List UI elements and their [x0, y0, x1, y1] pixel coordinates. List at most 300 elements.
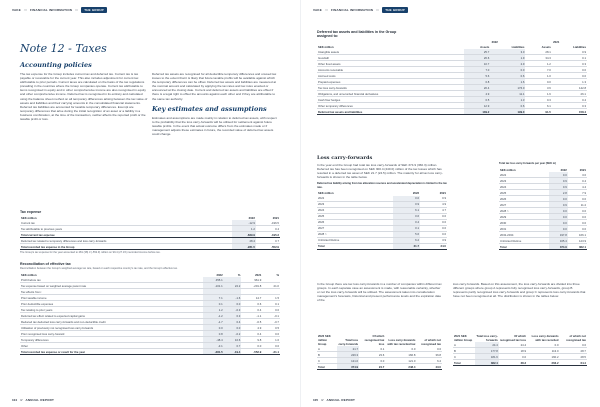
cell-value: 0.0	[525, 79, 551, 85]
cell-value: 0.0	[552, 73, 587, 79]
cell-value: 34.3	[525, 55, 551, 61]
row-label: Tax effects from:	[20, 289, 203, 295]
cell-value: 1.3	[490, 97, 525, 103]
table-title-cont: assigned to:	[317, 34, 339, 38]
cell-value: 0.0	[224, 301, 242, 307]
header-tag: THE GROUP	[382, 7, 408, 13]
cell-value: 0.9	[393, 201, 420, 207]
cell-value: 0.4	[393, 219, 420, 225]
col-header: SEK million	[500, 167, 516, 172]
col-header: Total loss carry-forwards	[476, 333, 498, 342]
row-label: Deferred tax assets and liabilities	[317, 109, 464, 115]
cell-value: 1.6	[525, 91, 551, 97]
cell-value: 0.4	[241, 331, 262, 337]
cell-value: 0.6	[241, 301, 262, 307]
total-row	[317, 109, 587, 115]
row-label: 2024	[317, 207, 393, 213]
col-header: 2022	[560, 167, 567, 172]
cell-value: 28.5	[560, 354, 587, 360]
cell-value: 7.0	[464, 67, 490, 73]
cell-value: -281.5	[232, 244, 256, 250]
section-heading: Key estimates and assumptions	[152, 104, 267, 113]
loss-cf-paragraph: In the year end the Group had total tax loss carry-forwards of SEK 374.9 (360.3) million. Deferred tax has been recognised on SEK 300.4 (240.0) million of the tax losses which has resulted in a deferred tax asset of SEK 21.7 (24.5) million. The maturity for all tax loss carry-forwards is shown in the table below.	[317, 163, 443, 180]
row-label: 2028 >	[499, 208, 549, 214]
row-label: Utilisation of previously not recognised loss carry-forwards	[20, 325, 203, 331]
cell-value: 0.9	[549, 178, 568, 184]
cell-value: 0.0	[393, 196, 420, 202]
row-label: 2028 >	[317, 231, 393, 237]
row-label: Temporary differences	[20, 337, 203, 343]
total-row	[20, 349, 280, 355]
cell-value: 455.1	[203, 277, 224, 283]
row-label: C	[453, 354, 475, 360]
cell-value: 121.0	[385, 358, 416, 364]
col-header: Liabilities	[511, 44, 525, 49]
cell-value: 5.6	[464, 73, 490, 79]
cell-value: 0.0	[552, 67, 587, 73]
cell-value: 0.3	[224, 313, 242, 319]
cell-value: -1.2	[203, 313, 224, 319]
cell-value: 121.0	[337, 358, 359, 364]
cell-value: 0.5	[464, 97, 490, 103]
cell-value: -281.5	[203, 349, 224, 355]
cell-value: 0.9	[420, 196, 447, 202]
cell-value: 0.5	[262, 325, 280, 331]
col-header: 2022	[412, 191, 420, 196]
cell-value: 263.2	[527, 360, 559, 366]
cell-value: 28.7	[560, 348, 587, 354]
group-table	[317, 333, 442, 370]
col-header: Assets	[480, 44, 490, 49]
header-separator: ///	[376, 8, 380, 12]
bottom-text-col1	[317, 282, 442, 302]
cell-value: 0.0	[549, 196, 568, 202]
cell-value: 0.0	[385, 346, 416, 352]
row-label: A	[453, 342, 475, 348]
row-label: Unlimited lifetime	[499, 238, 549, 244]
row-label: A	[317, 346, 337, 352]
row-label: Total	[499, 244, 549, 250]
footer-text: ANNUAL REPORT	[25, 398, 55, 402]
cell-value: 0.0	[549, 208, 568, 214]
row-label: 2027	[317, 225, 393, 231]
page-footer	[313, 398, 355, 402]
cell-value: 1.2	[525, 61, 551, 67]
cell-value: 0.0	[420, 213, 447, 219]
col-header: %	[276, 272, 279, 277]
row-label: 2026	[499, 196, 549, 202]
cell-value: 4.7	[420, 207, 447, 213]
cell-value: 7.1	[203, 295, 224, 301]
row-label: Total recorded tax expense or result for the year	[20, 349, 203, 355]
row-label: 2032-2034	[499, 232, 549, 238]
col-header: SEK million	[318, 44, 334, 49]
row-label: 2023	[317, 201, 393, 207]
row-label: 2029	[499, 214, 549, 220]
cell-value: -196.5	[256, 220, 280, 226]
footer-text: ANNUAL REPORT	[326, 398, 356, 402]
col-header: SEK million	[318, 191, 334, 196]
cell-value: 0.4	[241, 307, 262, 313]
row-label: Accounts receivable	[317, 67, 464, 73]
cell-value: 1.0	[262, 337, 280, 343]
col-header: 2022	[248, 215, 255, 220]
cell-value: 0.8	[203, 331, 224, 337]
cell-value: 10.6	[224, 337, 242, 343]
col-header: Assets	[541, 44, 551, 49]
cell-value: 181.6	[475, 354, 499, 360]
cell-value: 23.6	[359, 352, 385, 358]
cell-value: 1.3	[552, 79, 587, 85]
footer-separator: ///	[321, 398, 324, 402]
cell-value: 0.0	[359, 358, 385, 364]
cell-value: -195.3	[256, 232, 280, 238]
loss-cf-total-section	[499, 162, 587, 250]
header-section: VAKE	[12, 8, 21, 12]
cell-value: 374.9	[549, 244, 568, 250]
footer-separator: ///	[20, 398, 23, 402]
cell-value: 123.9	[568, 238, 587, 244]
col-header: 2021	[579, 167, 586, 172]
tax-expense-section	[20, 210, 280, 254]
cell-value: 26.1	[552, 91, 587, 97]
group-header: 2022	[491, 39, 498, 44]
cell-value: 0.4	[552, 97, 587, 103]
row-label: Obligations, and unrecorded financial derivatives	[317, 91, 464, 97]
header-title: FINANCIAL INFORMATION	[331, 8, 374, 12]
col-header: Of which recognised tax loss	[364, 333, 385, 346]
cell-value: 3.9	[420, 237, 447, 243]
col-header: Loss carry-forwards with tax recorded	[531, 333, 559, 342]
cell-value: 7.0	[525, 67, 551, 73]
cell-value: 24.0	[420, 243, 447, 249]
row-label: Other temporary differences	[317, 103, 464, 109]
loss-cf-total-table	[499, 167, 587, 250]
cell-value: -552.9	[256, 244, 280, 250]
cell-value: 113.0	[527, 348, 559, 354]
cell-value: 0.1	[393, 225, 420, 231]
cell-value: 25.7	[464, 49, 490, 55]
cell-value: 0.0	[416, 346, 442, 352]
cell-value: 7.9	[568, 190, 587, 196]
cell-value: 0.0	[549, 220, 568, 226]
cell-value: -669.9	[232, 232, 256, 238]
note-title: Note 12 - Taxes	[20, 42, 107, 55]
page-footer	[12, 398, 54, 402]
cell-value: 4.9	[420, 201, 447, 207]
cell-value: -1.1	[241, 313, 262, 319]
cell-value: 1.0	[525, 73, 551, 79]
col-header: 2022	[216, 272, 223, 277]
col-header: 2021	[255, 272, 262, 277]
cell-value: 160.2	[527, 354, 559, 360]
cell-value: 1.5	[262, 295, 280, 301]
cell-value: 18.9	[499, 348, 527, 354]
accounting-policies-col2	[152, 72, 280, 136]
cell-value: 4.9	[464, 91, 490, 97]
cell-value: 22.2	[224, 283, 242, 289]
cell-value: 0.7	[256, 238, 280, 244]
cell-value: 6.2	[416, 358, 442, 364]
row-label: B	[453, 348, 475, 354]
cell-value: 0.0	[568, 220, 587, 226]
tax-expense-table	[20, 215, 280, 250]
row-label: Total current tax expense	[20, 232, 232, 238]
cell-value: 0.1	[359, 346, 385, 352]
row-label: Total recorded tax expense in the Group	[20, 244, 232, 250]
page-header	[12, 6, 288, 14]
cell-value: -0.1	[262, 313, 280, 319]
section-heading: Loss carry-forwards	[317, 155, 373, 161]
loss-cf-section	[317, 155, 447, 250]
cell-value: 0.9	[549, 202, 568, 208]
cell-value: 0.0	[262, 343, 280, 349]
cell-value: 197.8	[549, 232, 568, 238]
cell-value: 139.2	[464, 109, 490, 115]
table-title: Tax expense	[20, 210, 42, 214]
cell-value: 4.4	[568, 184, 587, 190]
reconciliation-table	[20, 272, 280, 355]
col-header: SEK million	[21, 272, 37, 277]
cell-value: 0.6	[490, 73, 525, 79]
total-row	[317, 243, 447, 249]
cell-value: 1.2	[203, 307, 224, 313]
table-subtitle: Reconciliation between the Group's weighted average tax rate, based on each respective country's tax rate, and the Group's effective tax.	[20, 267, 178, 270]
cell-value: 21.0	[262, 283, 280, 289]
bottom-text-col2	[453, 282, 587, 298]
cell-value: 142.8	[552, 85, 587, 91]
header-tag: THE GROUP	[81, 7, 107, 13]
cell-value: 176.0	[490, 85, 525, 91]
col-header: of which not recognised tax	[421, 337, 441, 346]
total-row	[499, 244, 587, 250]
cell-value: 12.9	[464, 103, 490, 109]
row-label: Unlimited lifetime	[317, 237, 393, 243]
cell-value: 0.0	[420, 219, 447, 225]
cell-value: 0.0	[568, 196, 587, 202]
cell-value: -12.9	[232, 220, 256, 226]
cell-value: 961.9	[241, 277, 262, 283]
cell-value: 177.8	[475, 348, 499, 354]
cell-value: 28.4	[232, 238, 256, 244]
row-label: Accrued costs	[317, 73, 464, 79]
policy-paragraph: The tax expense for the Group includes current tax and deferred tax. Current tax is tax payable or receivable for the current year. This also includes adjustment for current tax attributable to prior periods. Current taxes are calculated on the basis of the tax regulations prevailing in the countries where the Group companies operate. Current tax attributable to items recognised in equity and in other comprehensive income are also recognised in equity and other comprehensive income. Deferred tax is recognised in its entirety and calculated using the balance sheet method on all temporary differences arising between the tax value of assets and liabilities and their carrying amounts in the consolidated financial statements. Deferred tax liabilities are accounted for taxable temporary differences. Exempt are temporary differences that arise during the initial recognition of an asset or a liability in a business combination, at the time of the transaction, neither affects the reported profit or the taxable profit or loss.	[20, 72, 148, 122]
cell-value: 11.1	[490, 91, 525, 97]
total-row	[317, 364, 442, 370]
row-label: 2031	[499, 226, 549, 232]
cell-value: 0.6	[490, 103, 525, 109]
row-label: Cash flow hedges	[317, 97, 464, 103]
col-header: 2021	[272, 215, 279, 220]
cell-value: 1.2	[232, 226, 256, 232]
cell-value: 6.2	[393, 237, 420, 243]
header-title: FINANCIAL INFORMATION	[30, 8, 73, 12]
row-label: Total	[317, 364, 337, 370]
col-header: 2021 SEK million Group	[454, 333, 473, 342]
row-label: Prior taxable income	[20, 295, 203, 301]
bottom-paragraph: In the Group there are tax loss carry-forwards in a number of companies within different tax groups. In each separate case an assessment is made, with reasonable certainty, whether or not the loss carry-forwards will be utilised. The assessment takes into consideration management's forecasts, historical and present performance levels and the expiration date of the	[317, 282, 442, 303]
cell-value: 24.4	[475, 342, 499, 348]
cell-value: 6.1	[393, 207, 420, 213]
col-header: Loss carry-forwards with tax recorded tax	[387, 337, 416, 346]
cell-value: 1.6	[490, 79, 525, 85]
deferred-tax-table	[317, 39, 587, 115]
cell-value: -1.7	[203, 319, 224, 325]
row-label: C	[317, 358, 337, 364]
cell-value: 5.6	[393, 231, 420, 237]
table-title: Reconciliation of effective tax	[20, 262, 71, 266]
cell-value: 1.9	[490, 55, 525, 61]
cell-value: 199.0	[490, 109, 525, 115]
cell-value: -0.7	[262, 319, 280, 325]
cell-value: 0.1	[552, 55, 587, 61]
header-separator: ///	[75, 8, 79, 12]
col-header: 2021	[439, 191, 446, 196]
row-label: 2026	[317, 219, 393, 225]
cell-value: 6.1	[525, 103, 551, 109]
row-label: 2022	[317, 196, 393, 202]
cell-value: 36.8	[416, 352, 442, 358]
cell-value: 166.8	[385, 352, 416, 358]
cell-value: 0.4	[224, 319, 242, 325]
col-header: SEK million	[21, 215, 37, 220]
cell-value: 91.5	[525, 109, 551, 115]
row-label: Profit before tax	[20, 277, 203, 283]
cell-value: 20.4	[464, 85, 490, 91]
cell-value: 0.0	[420, 231, 447, 237]
cell-value: 0.0	[262, 331, 280, 337]
cell-value: 248.4	[385, 364, 416, 370]
cell-value: 0.9	[552, 49, 587, 55]
table-title: Deferred tax liability arising from tax allocation reserves and accelerated depreciation is limited to the tax rate.	[317, 182, 447, 189]
cell-value: -1.6	[224, 295, 242, 301]
page-header	[313, 6, 588, 14]
row-label: Tax relating to prior years	[20, 307, 203, 313]
cell-value: 0.1	[262, 301, 280, 307]
cell-value: 64.4	[560, 360, 587, 366]
cell-value: 0.9	[549, 184, 568, 190]
group-header: 2021	[553, 39, 560, 44]
cell-value: 0.0	[490, 67, 525, 73]
header-section: VAKE	[313, 8, 322, 12]
loss-cf-expiry-table	[317, 191, 447, 250]
cell-value: 2.9	[490, 61, 525, 67]
table-note: The Group's tax expense for the year amounted to 281 (38) 3 (-552.9) million on 99.4 (27.1%) recorded income before tax.	[20, 251, 161, 254]
cell-value: -48.4	[203, 337, 224, 343]
row-label: Goodwill	[317, 55, 464, 61]
cell-value: 3.6	[525, 85, 551, 91]
cell-value: 0.0	[499, 354, 527, 360]
cell-value: 374.9	[337, 364, 359, 370]
cell-value: -101.1	[203, 283, 224, 289]
right-page	[300, 0, 600, 407]
cell-value: 28.3	[499, 360, 527, 366]
cell-value: 2.8	[549, 190, 568, 196]
col-header: %	[237, 272, 241, 277]
row-label: Deferred tax related to temporary differences and loss carry-forwards	[20, 238, 232, 244]
cell-value: 158.4	[552, 109, 587, 115]
cell-value: 382.4	[475, 360, 499, 366]
cell-value: -552.9	[241, 349, 262, 355]
row-label: Tax expense based on weighted average parent rate	[20, 283, 203, 289]
row-label: 2027	[499, 202, 549, 208]
row-label: 2025	[317, 213, 393, 219]
cell-value: 0.6	[393, 213, 420, 219]
total-row	[20, 244, 280, 250]
cell-value: 24.4	[499, 342, 527, 348]
row-label: 2023	[499, 178, 549, 184]
row-label: 2030	[499, 220, 549, 226]
col-header: Liabilities	[573, 44, 586, 49]
cell-value: 0.0	[560, 342, 587, 348]
cell-value: 0.0	[224, 325, 242, 331]
cell-value: -0.3	[224, 307, 242, 313]
cell-value: 0.7	[224, 343, 242, 349]
cell-value: 28.1	[525, 49, 551, 55]
estimates-paragraph: Estimates and assumptions are made mainly in relation to deferred tax assets, with respect to the probability that the loss carry-forwards will be utilised for settlement against future taxable profits. In the event that actual outcome differs from the estimates made or if management adjusts these estimates in future, the recorded value of deferred tax assets could change.	[152, 115, 277, 137]
cell-value: -3.1	[203, 343, 224, 349]
header-separator: ///	[324, 8, 329, 12]
cell-value: 0.1	[203, 301, 224, 307]
cell-value: 0.8	[464, 79, 490, 85]
row-label: Prepaid expenses	[317, 79, 464, 85]
cell-value: -21.1	[262, 349, 280, 355]
cell-value: -6.5	[241, 319, 262, 325]
page-number: 104	[12, 398, 18, 402]
row-label: Total	[317, 243, 393, 249]
row-label: Other	[20, 343, 203, 349]
cell-value: 14.7	[241, 295, 262, 301]
deferred-tax-section	[317, 30, 587, 115]
cell-value: 0.0	[262, 307, 280, 313]
table-title: Total tax loss carry-forwards per year (SEK m)	[499, 162, 556, 165]
cell-value: 3.0	[568, 172, 587, 178]
group-table-2021	[453, 333, 587, 366]
col-header: Total loss carry-forwards	[338, 337, 359, 346]
cell-value: 11.4	[568, 202, 587, 208]
cell-value: 3.0	[490, 49, 525, 55]
cell-value: 10.7	[464, 61, 490, 67]
cell-value: 0.0	[203, 325, 224, 331]
col-header: 2022 SEK million Group	[318, 333, 331, 346]
cell-value: 24.7	[359, 364, 385, 370]
group-table-2022	[317, 333, 442, 370]
header-separator: ///	[23, 8, 28, 12]
reconciliation-section	[20, 262, 280, 355]
cell-value: 0.0	[527, 342, 559, 348]
col-header: of which not recognised tax	[566, 333, 586, 342]
row-label: B	[317, 352, 337, 358]
cell-value: 0.3	[525, 97, 551, 103]
row-label: Total	[453, 360, 475, 366]
row-label: 2022	[499, 172, 549, 178]
cell-value: -19.4	[224, 349, 242, 355]
row-label: Intangible assets	[317, 49, 464, 55]
group-table	[453, 333, 587, 366]
col-header: Of which recognised tax loss	[499, 333, 527, 342]
row-label: Current tax	[20, 220, 232, 226]
cell-value: 43.0	[416, 364, 442, 370]
cell-value: 0.4	[256, 226, 280, 232]
cell-value: 26.6	[464, 55, 490, 61]
accounting-policies-col1	[20, 61, 148, 121]
cell-value: 0.0	[568, 208, 587, 214]
cell-value: 362.1	[568, 244, 587, 250]
row-label: Tax loss carry-forwards	[317, 85, 464, 91]
cell-value: -0.2	[224, 331, 242, 337]
section-heading: Accounting policies	[20, 61, 92, 69]
row-label: Other fixed assets	[317, 61, 464, 67]
